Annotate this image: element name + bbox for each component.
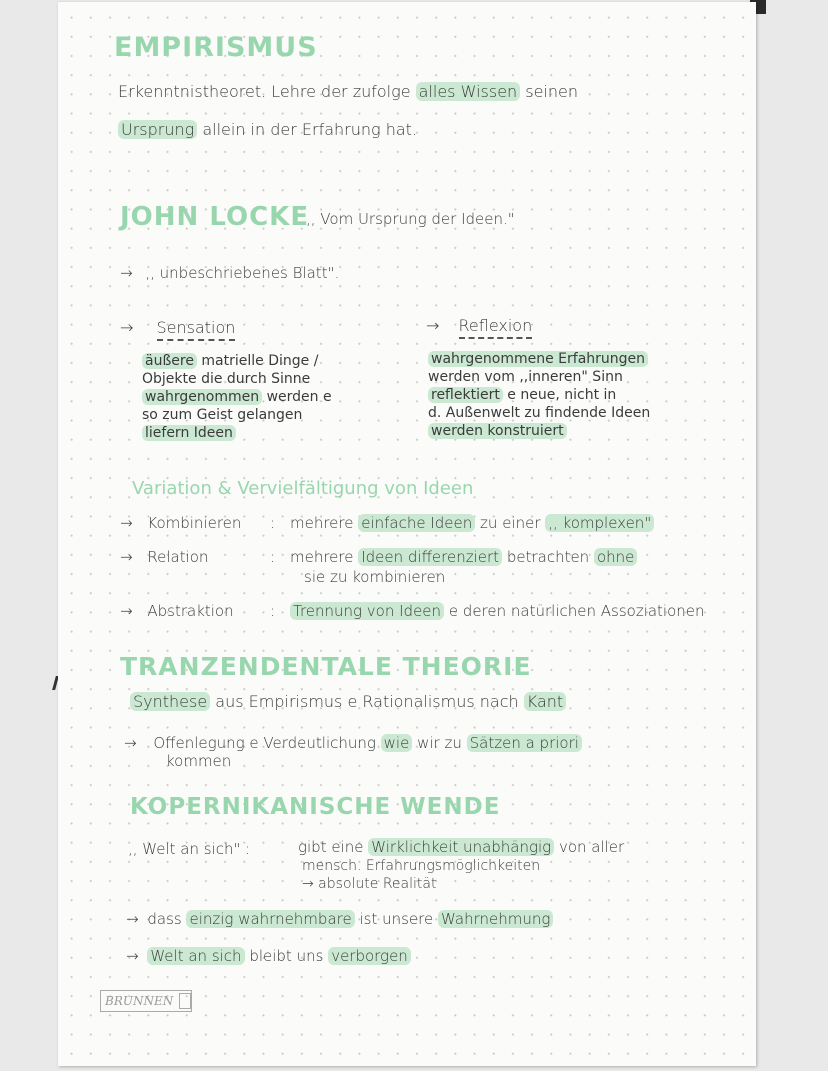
arrow-icon: → xyxy=(426,316,440,335)
empirismus-definition-line2: Ursprung allein in der Erfahrung hat. xyxy=(118,120,417,139)
arrow-icon: → xyxy=(120,318,134,337)
tranzendentale-item-line2: kommen xyxy=(166,752,232,770)
sensation-line: so zum Geist gelangen xyxy=(142,407,303,423)
variation-item-relation-line2: sie zu kombinieren xyxy=(304,568,446,586)
arrow-icon: → xyxy=(120,264,133,282)
sensation-line: Objekte die durch Sinne xyxy=(142,371,311,387)
reflexion-line: wahrgenommene Erfahrungen xyxy=(428,350,650,368)
blatt-line: → ,, unbeschriebenes Blatt". xyxy=(120,264,340,282)
brunnen-logo: BRUNNEN xyxy=(100,990,192,1012)
notebook-page xyxy=(58,2,756,1066)
reflexion-description xyxy=(428,350,650,440)
variation-item-kombinieren: → Kombinieren : mehrere einfache Ideen zu einer ,, komplexen" xyxy=(120,514,654,532)
sensation-description xyxy=(142,352,332,442)
kopernikanisch-item-verborgen: → Welt an sich bleibt uns verborgen xyxy=(126,947,411,965)
kopernikanisch-item-wahrnehmung: → dass einzig wahrnehmbare ist unsere Wahrnehmung xyxy=(126,910,553,928)
empirismus-title: EMPIRISMUS xyxy=(114,32,318,63)
welt-an-sich-line2: mensch. Erfahrungsmöglichkeiten xyxy=(302,858,541,874)
reflexion-line: reflektiert e neue, nicht in xyxy=(428,386,650,404)
tranzendentale-title: TRANZENDENTALE THEORIE xyxy=(120,652,532,681)
sensation-line: wahrgenommen werden e xyxy=(142,388,332,406)
reflexion-line: werden vom ,,inneren" Sinn xyxy=(428,369,623,385)
reflexion-line: d. Außenwelt zu findende Ideen xyxy=(428,405,651,421)
variation-title: Variation & Vervielfältigung von Ideen xyxy=(132,478,474,499)
variation-item-abstraktion: → Abstraktion : Trennung von Ideen e deren natürlichen Assoziationen xyxy=(120,602,705,620)
tranzendentale-item: → Offenlegung e Verdeutlichung wie wir zu Sätzen a priori xyxy=(124,734,582,752)
welt-an-sich-line3: → absolute Realität xyxy=(302,876,437,892)
locke-work-title: ,, Vom Ursprung der Ideen." xyxy=(306,210,515,228)
sensation-heading: → Sensation xyxy=(120,318,235,337)
reflexion-heading: → Reflexion xyxy=(426,316,532,335)
variation-item-relation: → Relation : mehrere Ideen differenziert betrachten ohne xyxy=(120,548,637,566)
sensation-line: liefern Ideen xyxy=(142,424,332,442)
locke-title: JOHN LOCKE xyxy=(120,202,310,232)
brunnen-logo-icon xyxy=(179,993,191,1009)
reflexion-line: werden konstruiert xyxy=(428,422,650,440)
kopernikanisch-title: KOPERNIKANISCHE WENDE xyxy=(130,794,501,820)
welt-an-sich-term: ,, Welt an sich" : xyxy=(128,840,251,858)
empirismus-definition-line1: Erkenntnistheoret. Lehre der zufolge alles Wissen seinen xyxy=(118,82,579,101)
sensation-line: äußere matrielle Dinge / xyxy=(142,352,332,370)
tranzendentale-synthese: Synthese aus Empirismus e Rationalismus nach Kant xyxy=(130,692,566,711)
welt-an-sich-definition: gibt eine Wirklichkeit unabhängig von aller xyxy=(298,838,625,856)
